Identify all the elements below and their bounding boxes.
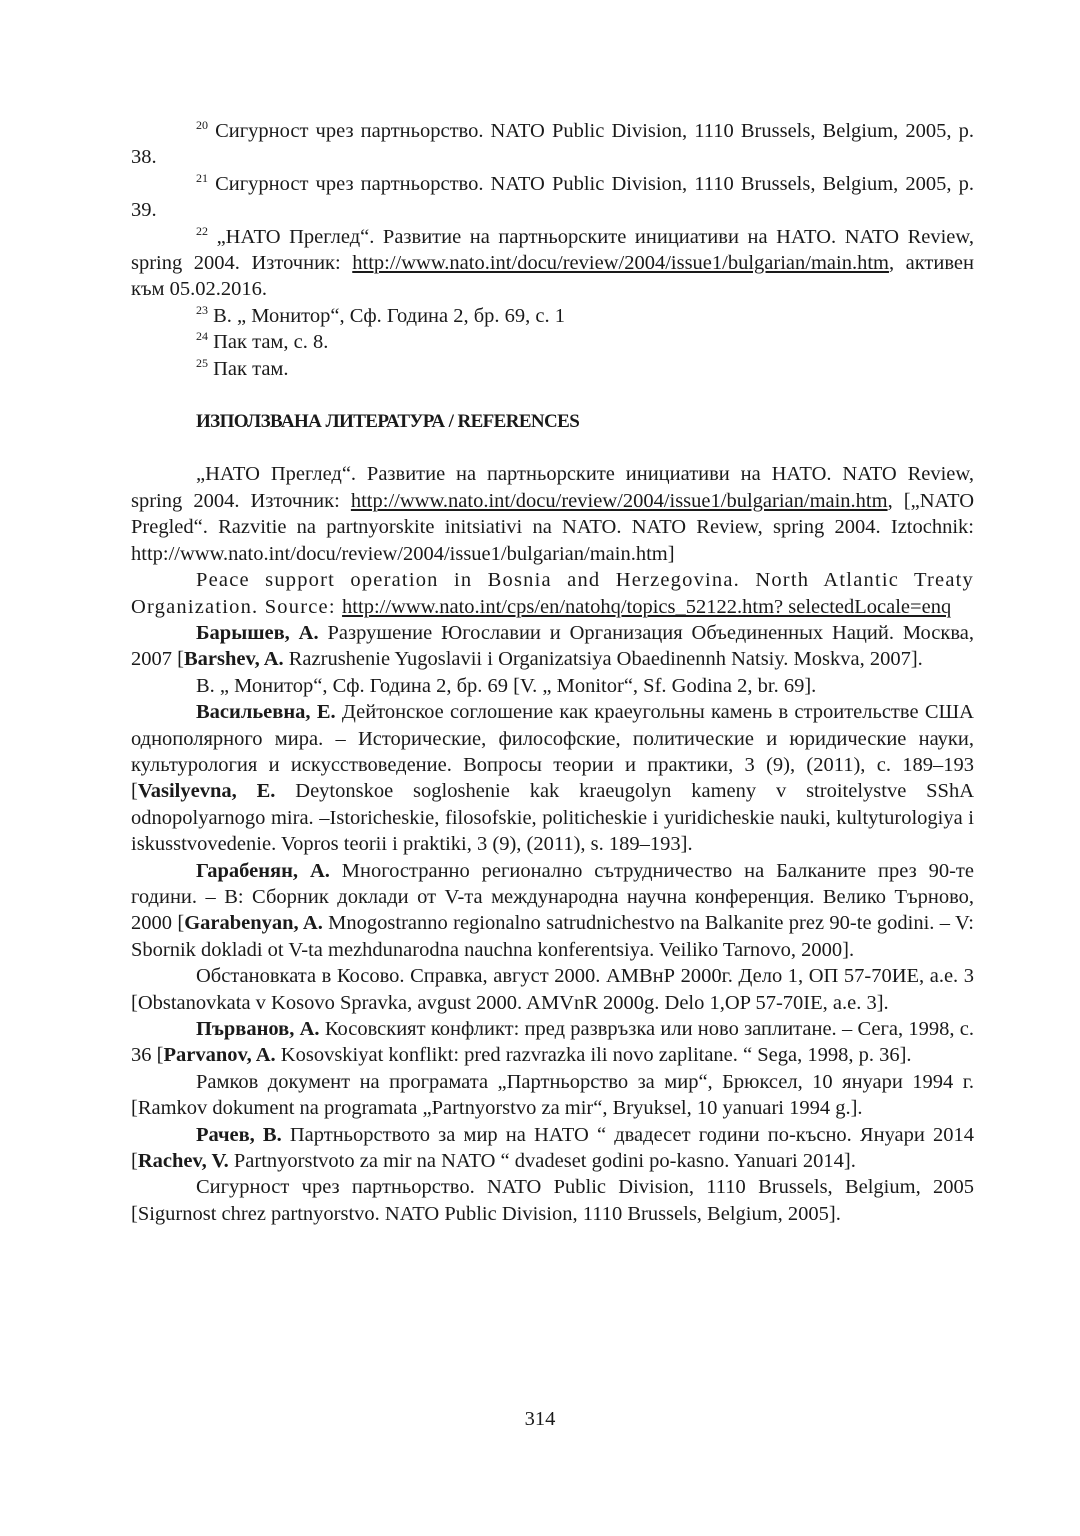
reference-item [131,620,974,673]
reference-item [131,963,974,1016]
reference-text: Рамков документ на програмата „Партньорство за мир“, Брюксел, 10 януари 1994 г. [Ramkov dokument na programata „Partnyorstvo za mir“, Bryuksel, 10 yanuari 1994 g.]. [131,1070,974,1120]
footnote-25 [131,356,974,382]
footnote-number: 22 [196,223,208,238]
footnote-24 [131,329,974,355]
reference-text-translit: Mnogostranno regionalno satrudnichestvo na Balkanite prez 90-te godini. – V: Sbornik dokladi ot V-ta mezhdunarodna nauchna konferentsiya. Veiliko Tarnovo, 2000]. [131,912,974,961]
reference-text-translit: Deytonskoe sogloshenie kak kraeugolyn kameny v stroitelystve SShA odnopolyarnogo mira. –Istoricheskie, filosofskie, politicheskie i yuridicheskie nauki, kultyturologiya i iskusstvovedenie. Vopros teorii i praktiki, 3 (9), (2011), s. 189–193]. [131,780,975,856]
footnote-text: Пак там. [213,357,289,380]
reference-text: Peace support operation in Bosnia and Herzegovina. North Atlantic Treaty Organization. Source: [131,569,974,618]
reference-text: Многостранно регионално сътрудничество на Балканите през 90-те години. – В: Сборник доклади от V-та международна научна конференция. Велико Търново, 2000 [ [131,859,974,935]
reference-text: Косовският конфликт: пред развръзка или ново заплитане. – Сега, 1998, с. 36 [ [131,1018,974,1067]
footnote-23 [131,303,974,329]
reference-text: Обстановката в Косово. Справка, август 2000. АМВнР 2000г. Дело 1, ОП 57-70ИЕ, а.е. 3 [Obstanovkata v Kosovo Spravka, avgust 2000. AMVnR 2000g. Delo 1,OP 57-70IE, a.e. 3]. [131,965,974,1014]
reference-text: В. „ Монитор“, Сф. Година 2, бр. 69 [V. „ Monitor“, Sf. Godina 2, br. 69]. [196,674,817,697]
reference-text: Разрушение Югославии и Организация Объединенных Наций. Москва, 2007 [ [131,621,974,671]
reference-item [131,567,974,620]
reference-item [131,1016,974,1069]
reference-text: Партньорството за мир на НАТО “ двадесет години по-късно. Януари 2014 [ [131,1123,974,1173]
reference-item [131,1122,974,1175]
footnote-text: Сигурност чрез партньорство. NATO Public Division, 1110 Brussels, Belgium, 2005, p. 38. [131,120,974,169]
reference-author: Васильевна, Е. [196,701,336,724]
page-number: 314 [524,1408,556,1430]
reference-text: „НАТО Преглед“. Развитие на партньорските инициативи на НАТО. NATO Review, spring 2004. Източник: [131,463,974,512]
reference-item [131,1174,974,1227]
footnote-21 [131,171,974,224]
footnote-link[interactable]: http://www.nato.int/docu/review/2004/issue1/bulgarian/main.htm [352,252,889,275]
footnote-number: 20 [196,118,208,132]
footnote-number: 24 [196,329,208,344]
footnote-text: „НАТО Преглед“. Развитие на партньорските инициативи на НАТО. NATO Review, spring 2004. Източник: [131,225,974,275]
reference-author-translit: Barshev, A. [183,648,284,671]
reference-author: Първанов, А. [196,1018,320,1040]
reference-text: Сигурност чрез партньорство. NATO Public Division, 1110 Brussels, Belgium, 2005 [Sigurnost chrez partnyorstvo. NATO Public Division, 1110 Brussels, Belgium, 2005]. [131,1176,974,1225]
reference-author-translit: Garabenyan, A. [184,912,323,935]
reference-item [131,858,974,964]
reference-author-translit: Parvanov, A. [163,1044,276,1067]
reference-item [131,1069,974,1122]
reference-text-translit: Partnyorstvoto za mir na NATO “ dvadeset godini po-kasno. Yanuari 2014]. [228,1150,856,1173]
reference-item [131,673,974,699]
reference-link[interactable]: http://www.nato.int/cps/en/natohq/topics_52122.htm? selectedLocale=enq [342,595,952,618]
footnote-text-after: , активен към 05.02.2016. [131,252,974,301]
reference-author-translit: Vasilyevna, E. [137,780,276,803]
footnote-text: Пак там, с. 8. [213,331,329,354]
reference-text: Дейтонское соглошение как краеугольны камень в строительстве США однополярного мира. – Исторические, философские, политические и юридические науки, культурология и искусствоведение. Вопросы теории и практики, 3 (9), (2011), с. 189–193 [ [131,701,974,803]
reference-item [131,461,974,567]
footnote-20 [131,118,974,171]
footnote-number: 23 [196,302,208,317]
footnote-text: В. „ Монитор“, Сф. Година 2, бр. 69, с. 1 [213,304,566,327]
references-heading: ИЗПОЛЗВАНА ЛИТЕРАТУРА / REFERENCES [196,411,580,433]
reference-author: Гарабенян, А. [196,859,330,882]
footnote-text: Сигурност чрез партньорство. NATO Public Division, 1110 Brussels, Belgium, 2005, p. 39. [131,172,974,222]
footnote-number: 25 [196,355,208,370]
footnote-number: 21 [196,170,208,185]
document-page [131,118,974,1227]
reference-author: Барышев, А. [196,621,319,644]
reference-text-after: , [„NATO Pregled“. Razvitie na partnyorskite initsiativi na NATO. NATO Review, spring 2004. Iztochnik: http://www.nato.int/docu/review/2004/issue1/bulgarian/main.htm] [131,489,975,565]
reference-author-translit: Rachev, V. [137,1150,229,1173]
reference-author: Рачев, В. [196,1123,282,1146]
reference-text-translit: Razrushenie Yugoslavii i Organizatsiya Obaedinennh Natsiy. Moskva, 2007]. [283,648,923,671]
reference-link[interactable]: http://www.nato.int/docu/review/2004/issue1/bulgarian/main.htm [350,489,888,512]
reference-text-translit: Kosovskiyat konflikt: pred razvrazka ili novo zaplitane. “ Sega, 1998, p. 36]. [275,1044,912,1067]
reference-item [131,699,974,857]
footnote-22 [131,224,974,303]
